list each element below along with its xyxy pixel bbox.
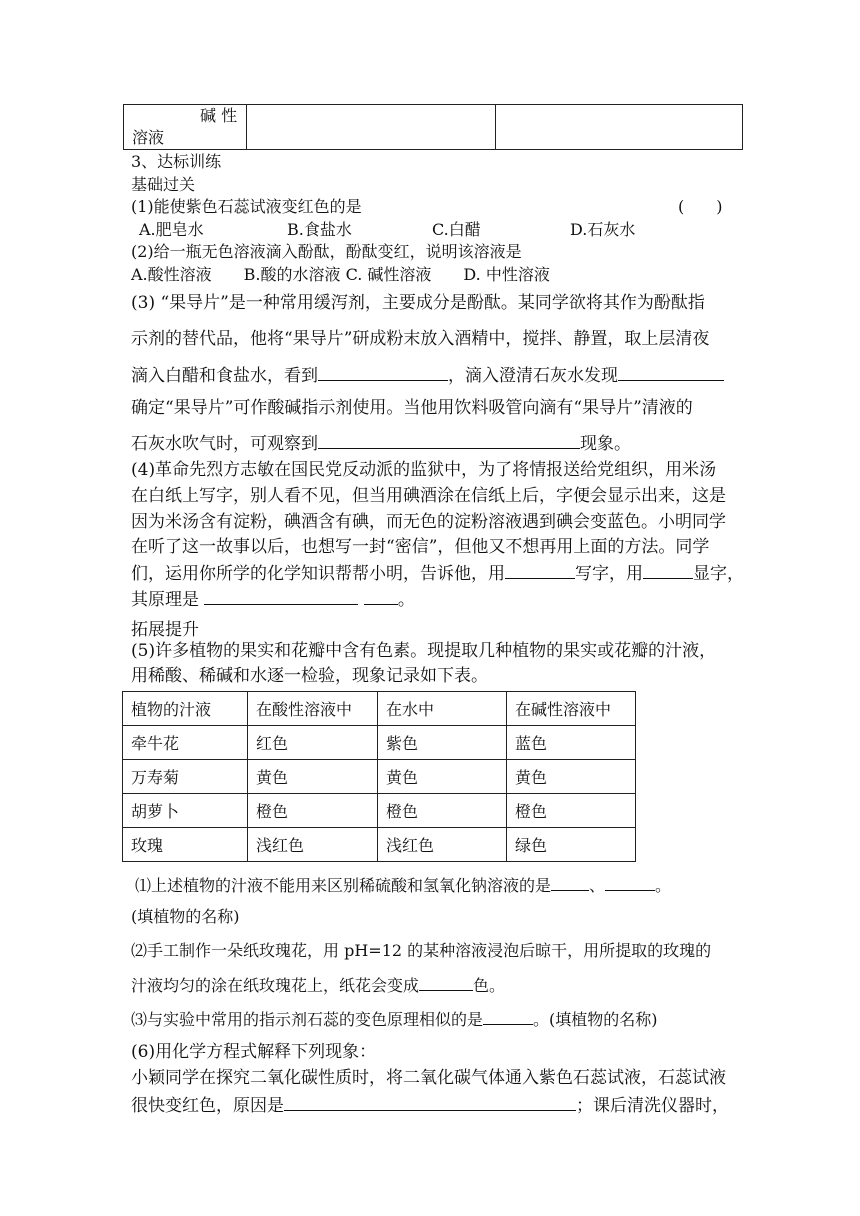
table-cell: 黄色 <box>248 760 378 794</box>
table-header-cell: 在碱性溶液中 <box>507 692 636 726</box>
table-cell: 玫瑰 <box>123 828 248 862</box>
table-cell: 橙色 <box>507 794 636 828</box>
answer-blank[interactable] <box>364 588 398 605</box>
text-line <box>135 874 671 896</box>
table-cell: 牵牛花 <box>123 726 248 760</box>
cell-line: 溶液 <box>132 128 165 147</box>
table-header-row <box>123 692 636 726</box>
text-segment: 色。 <box>473 976 506 995</box>
text-segment: 。 <box>397 590 415 610</box>
answer-blank[interactable] <box>618 364 724 381</box>
text-segment: 现象。 <box>580 434 631 454</box>
text-segment: 石灰水吹气时，可观察到 <box>131 434 318 454</box>
answer-blank[interactable] <box>284 1094 576 1111</box>
text-line: 在白纸上写字，别人看不见，但当用碘酒涂在信纸上后，字便会显示出来，这是 <box>131 486 726 506</box>
text-segment: ，滴入澄清石灰水发现 <box>448 366 618 386</box>
plant-table <box>122 691 636 862</box>
option: A.肥皂水 <box>139 220 204 239</box>
table-cell: 橙色 <box>248 794 378 828</box>
option: D.石灰水 <box>570 220 636 239</box>
text-segment: 。(填植物的名称) <box>533 1010 658 1029</box>
text-segment: 、 <box>589 876 606 895</box>
text-segment: 们，运用你所学的化学知识帮帮小明，告诉他，用 <box>131 564 505 584</box>
text-line: 用稀酸、稀碱和水逐一检验，现象记录如下表。 <box>131 666 488 686</box>
answer-blank[interactable] <box>605 874 655 891</box>
text-segment: ⑴上述植物的汁液不能用来区别稀硫酸和氢氧化钠溶液的是 <box>135 876 552 895</box>
text-line: (6)用化学方程式解释下列现象： <box>131 1042 377 1062</box>
text-segment: 汁液均匀的涂在纸玫瑰花上，纸花会变成 <box>131 976 420 995</box>
answer-blank[interactable] <box>483 1008 533 1025</box>
table-cell: 紫色 <box>378 726 507 760</box>
cell-line: 碱 性 <box>200 106 238 125</box>
text-line <box>131 364 724 386</box>
text-line: (4)革命先烈方志敏在国民党反动派的监狱中，为了将情报送给党组织，用米汤 <box>131 460 717 480</box>
table-row <box>123 760 636 794</box>
text-line <box>131 562 744 584</box>
table-cell: 黄色 <box>378 760 507 794</box>
text-line: ⑵手工制作一朵纸玫瑰花，用 pH=12 的某种溶液浸泡后晾干，用所提取的玫瑰的 <box>131 941 712 960</box>
text-line: (3) “果导片”是一种常用缓泻剂，主要成分是酚酞。某同学欲将其作为酚酞指 <box>131 293 705 313</box>
text-line <box>131 432 631 454</box>
table-row <box>123 794 636 828</box>
answer-blank[interactable] <box>505 562 575 579</box>
table-header-cell: 植物的汁液 <box>123 692 248 726</box>
table-row <box>123 828 636 862</box>
text-segment: 写字，用 <box>575 564 643 584</box>
question-stem: (2)给一瓶无色溶液滴入酚酞，酚酞变红，说明该溶液是 <box>131 242 522 261</box>
text-segment: ；课后清洗仪器时， <box>576 1096 729 1116</box>
text-segment: ⑶与实验中常用的指示剂石蕊的变色原理相似的是 <box>131 1010 484 1029</box>
table-cell: 蓝色 <box>507 726 636 760</box>
text-line: 在听了这一故事以后，也想写一封“密信”，但他又不想再用上面的方法。同学 <box>131 537 710 557</box>
table-header-cell: 在水中 <box>378 692 507 726</box>
table-cell: 胡萝卜 <box>123 794 248 828</box>
table-cell <box>496 105 743 150</box>
answer-blank[interactable] <box>318 364 448 381</box>
text-line: 小颖同学在探究二氧化碳性质时，将二氧化碳气体通入紫色石蕊试液，石蕊试液 <box>131 1068 726 1088</box>
answer-blank[interactable] <box>204 588 358 605</box>
answer-paren: ( ) <box>678 197 723 216</box>
text-segment: 。 <box>655 876 672 895</box>
table-cell <box>124 105 247 150</box>
table-cell: 绿色 <box>507 828 636 862</box>
table-header-cell: 在酸性溶液中 <box>248 692 378 726</box>
text-segment: 其原理是 <box>131 590 199 610</box>
text-line: (5)许多植物的果实和花瓣中含有色素。现提取几种植物的果实或花瓣的汁液， <box>131 641 717 661</box>
table-row <box>124 105 743 150</box>
question-stem: (1)能使紫色石蕊试液变红色的是 <box>131 197 362 216</box>
subsection-heading: 基础过关 <box>131 175 196 194</box>
table-cell: 万寿菊 <box>123 760 248 794</box>
text-line: 确定“果导片”可作酸碱指示剂使用。当他用饮料吸管向滴有“果导片”清液的 <box>131 398 693 418</box>
table-row <box>123 726 636 760</box>
text-line: (填植物的名称) <box>131 907 240 926</box>
answer-blank[interactable] <box>318 432 580 449</box>
text-segment: 很快变红色，原因是 <box>131 1096 284 1116</box>
text-line: 示剂的替代品，他将“果导片”研成粉末放入酒精中，搅拌、静置，取上层清夜 <box>131 329 710 349</box>
text-line <box>131 974 505 996</box>
table-cell: 黄色 <box>507 760 636 794</box>
text-line: 因为米汤含有淀粉，碘酒含有碘，而无色的淀粉溶液遇到碘会变蓝色。小明同学 <box>131 512 726 532</box>
answer-blank[interactable] <box>551 874 589 891</box>
options-line: A.酸性溶液 B.酸的水溶液 C. 碱性溶液 D. 中性溶液 <box>131 265 550 284</box>
text-segment: 显字， <box>693 564 744 584</box>
table-cell <box>247 105 496 150</box>
table-cell: 红色 <box>248 726 378 760</box>
answer-blank[interactable] <box>419 974 473 991</box>
answer-blank[interactable] <box>643 562 693 579</box>
section-heading: 3、达标训练 <box>131 152 222 171</box>
text-line <box>131 1094 729 1116</box>
option: C.白醋 <box>432 220 481 239</box>
top-table <box>123 104 743 150</box>
text-segment: 滴入白醋和食盐水，看到 <box>131 366 318 386</box>
text-line <box>131 1008 658 1030</box>
table-cell: 浅红色 <box>248 828 378 862</box>
table-cell: 浅红色 <box>378 828 507 862</box>
table-cell: 橙色 <box>378 794 507 828</box>
text-line <box>131 588 415 610</box>
subsection-heading: 拓展提升 <box>131 620 199 640</box>
option: B.食盐水 <box>287 220 352 239</box>
